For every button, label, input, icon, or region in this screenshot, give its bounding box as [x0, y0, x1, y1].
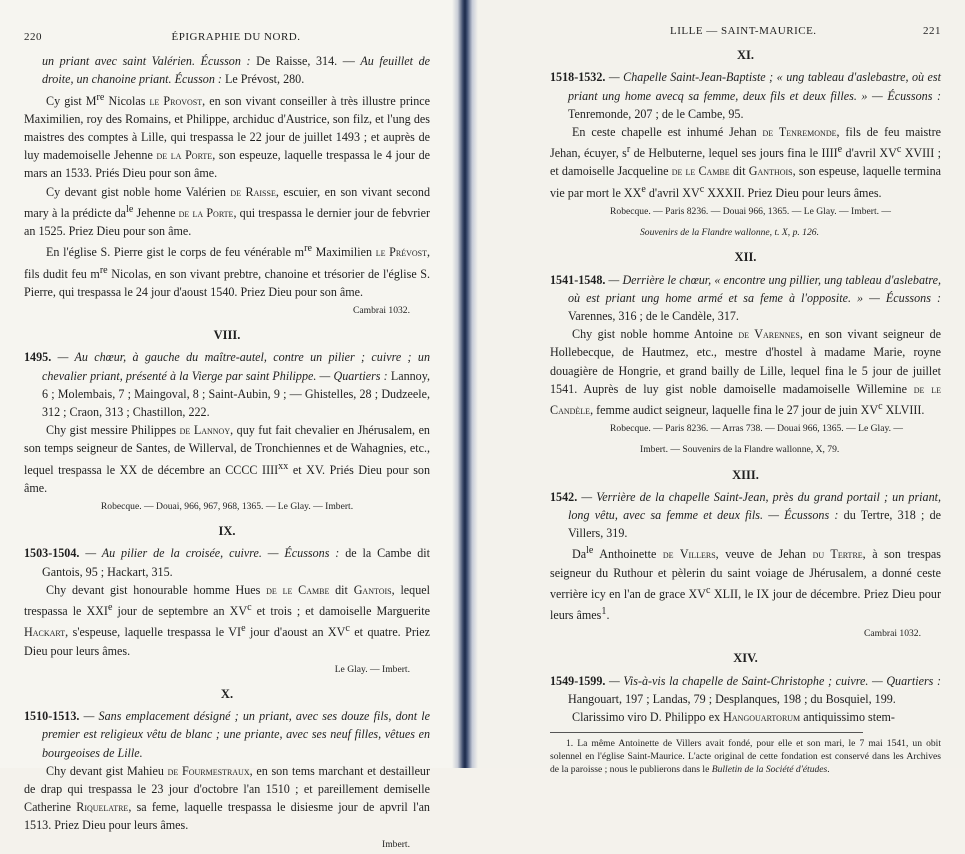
text-fragment: le [586, 545, 594, 557]
text-fragment: Riquelatre [76, 800, 129, 815]
text-fragment: Ganthois [748, 164, 793, 179]
inscription-text [550, 123, 941, 202]
text-fragment: De Raisse, 314. — [250, 54, 361, 69]
entry-description [24, 544, 430, 580]
text-fragment: de Fourmestraux [167, 763, 250, 778]
source-note: Robecque. — Paris 8236. — Douai 966, 1365. — Le Glay. — Imbert. — [610, 205, 892, 217]
section-heading: IX. [218, 524, 236, 539]
entry-description [24, 707, 430, 762]
text-fragment: Nicolas [104, 93, 150, 108]
text-fragment: et XV. Priés Dieu pour son âme. [24, 462, 430, 495]
opening-paragraph [24, 52, 430, 88]
text-fragment: XXXII. Priez Dieu pour leurs âmes. [704, 185, 882, 200]
text-fragment: , escuier, en son vivant second mary à la prédicte da [24, 184, 430, 220]
text-fragment: Chy gist messire Philippes [46, 423, 180, 438]
inscription-text [550, 542, 941, 624]
text-fragment: et trois ; et damoiselle Marguerite [251, 604, 430, 619]
text-fragment: — Derrière le chœur, « encontre ung pillier, ung tableau d'aslebatre, où est priant ung home armé et sa feme à l'opposite. » — Écussons : [568, 272, 941, 305]
text-fragment: c [706, 584, 711, 596]
text-fragment: . [827, 764, 830, 776]
text-fragment: dit [729, 164, 749, 179]
entry-description [550, 68, 941, 123]
text-fragment: XLII, le IX jour de décembre. Priez Dieu pour leurs âmes [550, 586, 941, 623]
text-fragment: 1510-1513. [24, 709, 80, 724]
text-fragment: de Helbuterne, lequel ses jours fina le IIII [630, 146, 838, 161]
footnote-divider [550, 732, 863, 733]
page-number-left: 220 [24, 31, 42, 43]
text-fragment: 1495. [24, 350, 52, 365]
text-fragment: Jehenne [133, 205, 179, 220]
text-fragment: Hackart [24, 625, 66, 640]
text-fragment: 1542. [550, 489, 578, 504]
text-fragment: , fils dudit feu m [24, 245, 431, 281]
text-fragment: , en son tems marchant et destailleur de drap qui trespassa le 23 jour d'octobre l'an 1510 ; et pareillement demiselle Catherine [24, 763, 431, 815]
inscription-text [24, 581, 430, 660]
text-fragment: , à son trespas seigneur du Ruthour et pèlerin du saint voiage de Jhérusalem, a donné ceste verrière icy en l'an de grace XV [550, 547, 941, 601]
page-number-right: 221 [923, 25, 941, 37]
text-fragment: , en son vivant seigneur de Hollebecque, de Hautmez, etc., mestre d'hostel à madame Marie, royne douagière de Hongrie, et grand bailly de Lille, lequel fina le 5 jour de juillet 1541. Auprès de luy gist noble damoiselle madamoiselle Willemine [550, 327, 941, 396]
text-fragment: En ceste chapelle est inhumé Jehan [572, 125, 763, 140]
text-fragment: — Au chœur, à gauche du maître-autel, contre un pilier ; cuivre ; un chevalier priant, présenté à la Vierge par saint Philippe. [42, 350, 430, 383]
text-fragment: e [837, 144, 843, 156]
text-fragment: de la Cambe dit Gantois, 95 ; Hackart, 315. [42, 546, 430, 579]
source-note: Robecque. — Douai, 966, 967, 968, 1365. — Le Glay. — Imbert. [100, 501, 354, 513]
entry-description [550, 672, 941, 708]
book-gutter [452, 0, 478, 768]
text-fragment: , fils de feu maistre Jehan, écuyer, s [550, 125, 942, 161]
entry-description [550, 488, 941, 543]
text-fragment: , son espeuze, laquelle trespassa le 4 jour de mars an 1533. Priés Dieu pour son âme. [24, 148, 430, 181]
inscription-text [550, 708, 941, 726]
text-fragment: e [641, 183, 646, 195]
section-heading: VIII. [213, 328, 241, 343]
section-heading: X. [220, 686, 234, 701]
section-heading: XI. [736, 48, 755, 63]
text-fragment: Chy devant gist Mahieu [46, 763, 168, 778]
text-fragment: de Lannoy [179, 423, 231, 438]
maximilien-paragraph [24, 240, 430, 301]
text-fragment: Varennes, 316 ; de le Candèle, 317. [568, 308, 739, 323]
text-fragment: d'avril XV [645, 185, 700, 200]
inscription-text [24, 421, 430, 497]
text-fragment: de Raisse [230, 184, 276, 199]
text-fragment: du Tertre [812, 547, 863, 562]
text-fragment: — Au pilier de la croisée, cuivre. — Écussons : [79, 546, 340, 561]
inscription-text [24, 762, 430, 835]
running-head-title-left: ÉPIGRAPHIE DU NORD. [171, 31, 301, 43]
running-header-right [550, 22, 941, 40]
text-fragment: , s'espeuse, laquelle trespassa le VI [65, 625, 242, 640]
text-fragment: , sa feme, laquelle trespassa le disiesme jour de apvril l'an 1513. Priez Dieu pour leurs âmes. [24, 800, 430, 833]
source-note: Le Glay. — Imbert. [334, 663, 410, 675]
text-fragment: dit [329, 582, 354, 597]
text-fragment: , qui trespassa le dernier jour de febvrier an 1525. Priez Dieu pour son âme. [24, 205, 430, 239]
footnote [550, 737, 941, 776]
text-fragment: Bulletin de la Société d'études [711, 764, 828, 776]
text-fragment: de la Porte [178, 205, 234, 220]
text-fragment: , en son vivant conseiller à très illustre prince Maximilien, roy des Romains, et Philippe, archiduc d'Austrice, son filz, et l'ung des maistres des comptes à Lille, qui trespassa le 22 jour de juillet 1493 ; et auprès de luy mademoiselle Jehenne [24, 93, 430, 163]
entry-description [24, 348, 430, 421]
text-fragment: — Verrière de la chapelle Saint-Jean, près du grand portail ; un priant, long vêtu, avec sa femme et deux fils. — Écussons : [568, 489, 941, 522]
text-fragment: le [126, 203, 134, 215]
source-note: Imbert. — Souvenirs de la Flandre wallonne, X, 79. [640, 444, 840, 456]
text-fragment: de le Cambe [266, 582, 330, 597]
text-fragment: re [304, 243, 312, 255]
text-fragment: de Villers [662, 547, 716, 562]
text-fragment: Nicolas, en son vivant prebtre, chanoine et trésorier de l'église S. Pierre, qui trespassa le 24 jour d'aoust 1540. Priez Dieu pour son âme. [24, 266, 430, 299]
source-note: Robecque. — Paris 8236. — Arras 738. — Douai 966, 1365. — Le Glay. — [610, 423, 904, 435]
text-fragment: c [699, 183, 705, 195]
text-fragment: de Tenremonde [762, 125, 837, 140]
text-fragment: jour de septembre an XV [112, 604, 248, 619]
text-fragment: En l'église S. Pierre gist le corps de feu vénérable m [46, 245, 305, 260]
text-fragment: e [107, 602, 113, 614]
text-fragment: 1 [601, 606, 607, 618]
inscription-text [550, 325, 941, 419]
text-fragment: Chy devant gist honourable homme Hues [46, 582, 267, 597]
text-fragment: , femme audict seigneur, laquelle fina le 27 jour de juin XV [590, 402, 879, 417]
text-fragment: re [99, 264, 108, 276]
text-fragment: le Prévost [375, 245, 427, 260]
text-fragment: Maximilien [311, 245, 376, 260]
text-fragment: Lannoy, 6 ; Molembais, 7 ; Maingoval, 8 ; Saint-Aubin, 9 ; — Ghistelles, 28 ; Dudzeele, 312 ; Craon, 313 ; Chastillon, 222. [42, 368, 430, 419]
text-fragment: XVIII ; et damoiselle Jacqueline [550, 146, 941, 179]
text-fragment: de le Candèle [550, 381, 941, 417]
running-head-title-right: LILLE — SAINT-MAURICE. [670, 25, 817, 37]
text-fragment: de le Cambe [671, 164, 730, 179]
text-fragment: Le Prévost, 280. [221, 72, 305, 87]
text-fragment: 1518-1532. [550, 70, 606, 85]
text-fragment: 1503-1504. [24, 546, 80, 561]
section-heading: XIV. [733, 651, 758, 666]
text-fragment: , quy fut fait chevalier en Jhérusalem, en son temps seigneur de Santes, de Willerval, de Tronchiennes et de Wahagnies, etc., lequel trespassa le XX de décembre an CCCC IIII [24, 423, 430, 477]
text-fragment: le Provost [149, 93, 203, 108]
text-fragment: . [606, 608, 610, 623]
text-fragment: c [247, 602, 252, 614]
text-fragment: c [878, 400, 883, 412]
text-fragment: du Tertre, 318 ; de Villers, 319. [568, 507, 942, 541]
text-fragment: XLVIII. [882, 402, 925, 417]
running-header-left [24, 28, 430, 46]
source-note: Cambrai 1032. [863, 628, 921, 640]
text-fragment: Chy gist noble homme Antoine [572, 327, 739, 342]
text-fragment: Hangouartorum [723, 710, 801, 725]
text-fragment: , lequel trespassa le XXI [24, 582, 430, 619]
provost-paragraph [24, 89, 430, 183]
text-fragment: re [96, 91, 105, 103]
text-fragment: un priant avec saint Valérien. Écusson : [42, 54, 251, 69]
text-fragment: et quatre. Priez Dieu pour leurs âmes. [24, 625, 430, 658]
source-note: Souvenirs de la Flandre wallonne, t. X, p. 126. [640, 227, 819, 239]
text-fragment: — Chapelle Saint-Jean-Baptiste ; « ung tableau d'aslebastre, où est priant ung home avecq sa femme, deux fils et deux filles. » — Écussons : [568, 70, 941, 103]
text-fragment: xx [278, 460, 289, 472]
text-fragment: 1541-1548. [550, 272, 606, 287]
text-fragment: Clarissimo viro D. Philippo ex [572, 710, 724, 725]
section-heading: XIII. [732, 467, 759, 482]
text-fragment: — Sans emplacement désigné ; un priant, avec ses douze fils, dont le premier est religieux vêtu de blanc ; une priante, avec ses neuf filles, vêtues en bourgeoises de Lille. [42, 709, 430, 760]
raisse-paragraph [24, 183, 430, 241]
text-fragment: c [345, 623, 350, 635]
text-fragment: Da [572, 547, 587, 562]
text-fragment: 1549-1599. [550, 673, 606, 688]
section-heading: XII. [734, 250, 757, 265]
text-fragment: , son espeuse, laquelle termina vie par mort le XX [550, 164, 941, 200]
text-fragment: d'avril XV [842, 146, 897, 161]
text-fragment: 1. La même Antoinette de Villers avait fondé, pour elle et son mari, le 7 mai 1541, un obit solennel en l'église Saint-Maurice. L'acte original de cette fondation est conservé dans les Archives de la paroisse ; nous le publierons dans le [550, 738, 941, 776]
text-fragment: antiquissimo stem- [800, 710, 895, 725]
text-fragment: Anthoinette [593, 547, 663, 562]
text-fragment: c [896, 144, 902, 156]
right-page [478, 0, 965, 776]
text-fragment: de la Porte [156, 148, 213, 163]
text-fragment: Au feuillet de droite, un chanoine priant. Écusson : [42, 54, 431, 87]
text-fragment: Gantois [353, 582, 392, 597]
source-note: Cambrai 1032. [352, 304, 410, 316]
text-fragment: jour d'aoust an XV [245, 625, 346, 640]
source-note: Imbert. [382, 838, 410, 850]
text-fragment: — Quartiers : [316, 368, 388, 383]
text-fragment: e [241, 623, 246, 635]
text-fragment: de Varennes [738, 327, 800, 342]
text-fragment: Cy gist M [46, 93, 97, 108]
text-fragment: Cy devant gist noble home Valérien [46, 184, 231, 199]
entry-description [550, 271, 941, 326]
text-fragment: , veuve de Jehan [715, 547, 813, 562]
text-fragment: r [626, 144, 631, 156]
text-fragment: Tenremonde, 207 ; de le Cambe, 95. [568, 106, 744, 121]
left-page [0, 0, 452, 850]
text-fragment: — Vis-à-vis la chapelle de Saint-Christophe ; cuivre. — Quartiers : [605, 673, 941, 688]
text-fragment: Hangouart, 197 ; Landas, 79 ; Desplanques, 198 ; du Bosquiel, 199. [568, 691, 896, 706]
